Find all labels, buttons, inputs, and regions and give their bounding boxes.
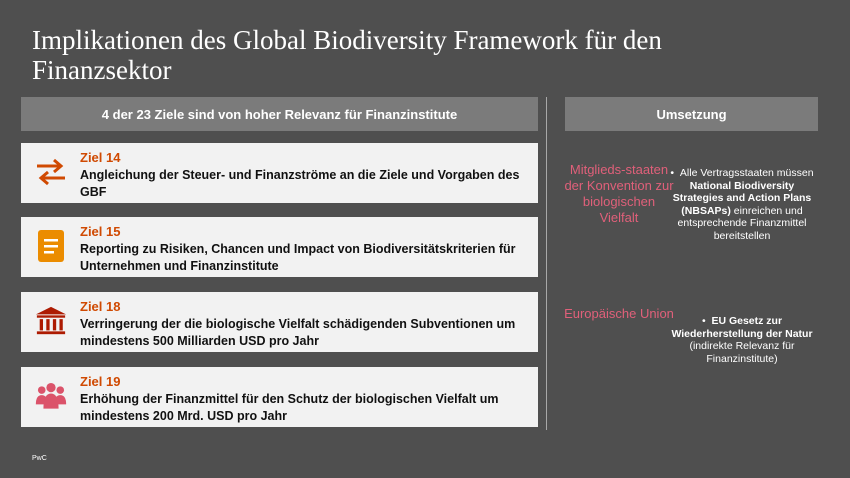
bullet-icon: • — [670, 167, 680, 179]
footer-brand: PwC — [32, 455, 47, 462]
column-divider — [546, 97, 547, 430]
region-eu: Europäische Union — [564, 306, 674, 321]
bullet-post: (indirekte Relevanz für Finanzinstitute) — [689, 340, 795, 365]
bullet-post: einreichen und entsprechende Finanzmittel bereitstellen — [677, 204, 807, 242]
arrows-exchange-icon — [35, 155, 67, 189]
goals-header: 4 der 23 Ziele sind von hoher Relevanz für Finanzinstitute — [21, 97, 538, 131]
goal-card-14 — [21, 143, 538, 203]
region-cbd-member-states: Mitglieds-staaten der Konvention zur biologischen Vielfalt — [564, 162, 674, 225]
implementation-header: Umsetzung — [565, 97, 818, 131]
goal-label: Ziel 19 — [80, 374, 121, 389]
goal-label: Ziel 18 — [80, 299, 121, 314]
goal-label: Ziel 15 — [80, 224, 121, 239]
bullet-icon: • — [701, 315, 712, 327]
goal-card-18 — [21, 292, 538, 352]
goal-label: Ziel 14 — [80, 150, 121, 165]
bullet-cbd-member-states — [667, 167, 817, 242]
goal-card-19 — [21, 367, 538, 427]
people-group-icon — [35, 379, 67, 413]
bullet-bold: EU Gesetz zur Wiederherstellung der Natur — [671, 315, 813, 340]
bullet-eu — [667, 315, 817, 365]
goal-card-15 — [21, 217, 538, 277]
goal-text: Verringerung der die biologische Vielfalt schädigenden Subventionen um mindestens 500 Milliarden USD pro Jahr — [80, 317, 516, 348]
goal-text: Angleichung der Steuer- und Finanzströme an die Ziele und Vorgaben des GBF — [80, 168, 520, 199]
goal-text: Reporting zu Risiken, Chancen und Impact von Biodiversitätskriterien für Unternehmen und Finanzinstitute — [80, 242, 516, 273]
bank-icon — [35, 304, 67, 338]
page-title: Implikationen des Global Biodiversity Framework für den Finanzsektor — [32, 25, 662, 85]
bullet-pre: Alle Vertragsstaaten müssen — [679, 167, 814, 179]
bullet-bold: National Biodiversity Strategies and Action Plans (NBSAPs) — [672, 179, 812, 217]
goal-text: Erhöhung der Finanzmittel für den Schutz der biologischen Vielfalt um mindestens 200 Mrd. USD pro Jahr — [80, 392, 499, 423]
document-icon — [35, 229, 67, 263]
